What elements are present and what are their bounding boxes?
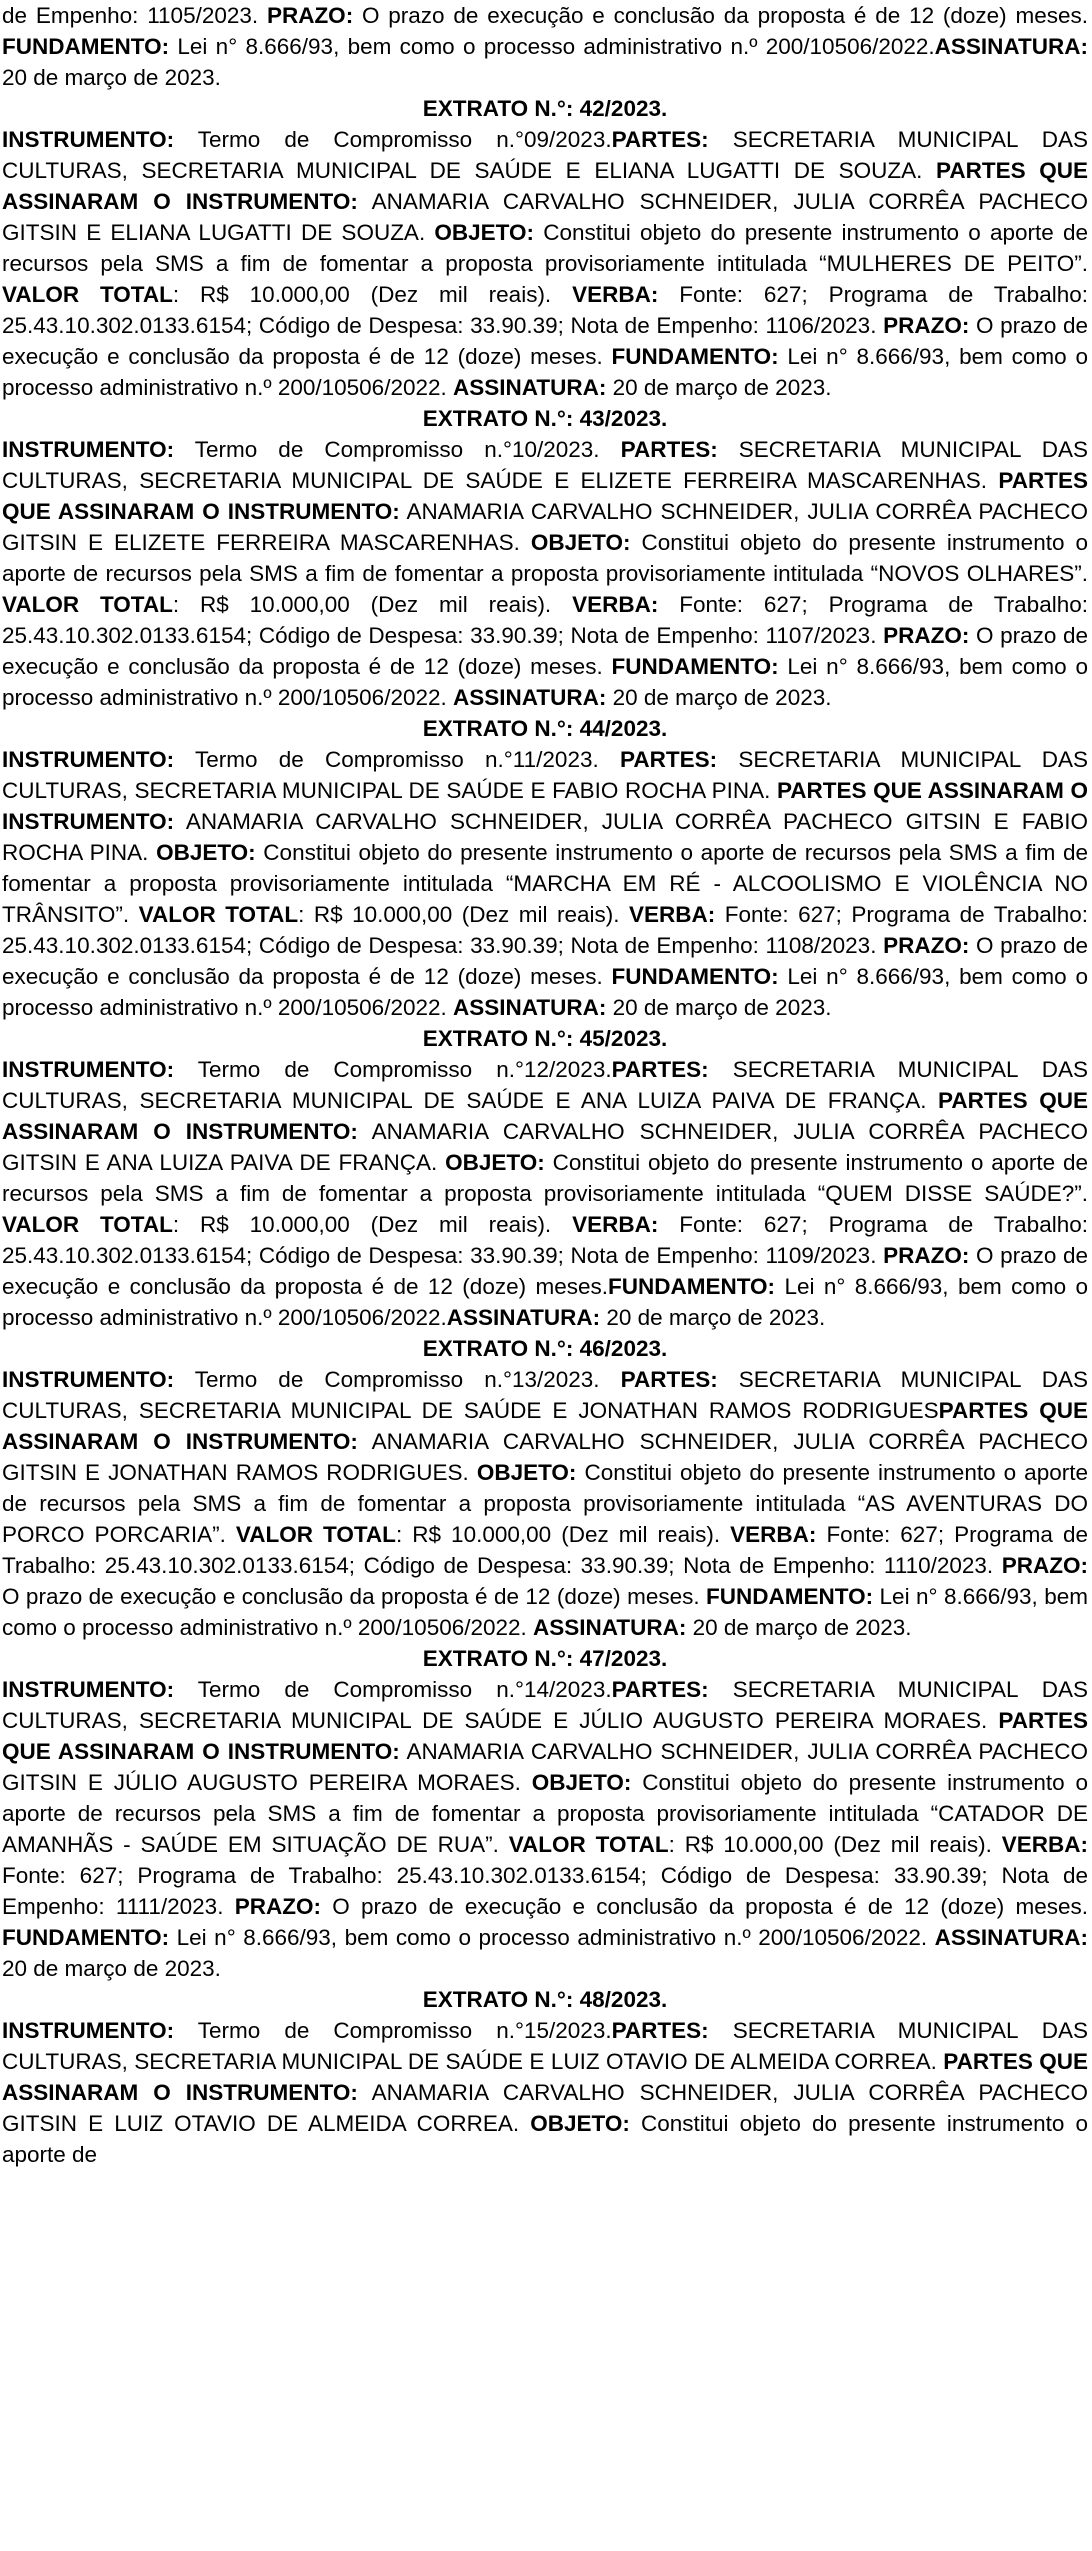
field-text: O prazo de execução e conclusão da proposta é de 12 (doze) meses. (2, 623, 1088, 679)
field-label: FUNDAMENTO: (611, 654, 779, 679)
extrato-body (2, 1054, 1088, 1333)
field-text: SECRETARIA MUNICIPAL DAS CULTURAS, SECRETARIA MUNICIPAL DE SAÚDE E FABIO ROCHA PINA. (2, 747, 1088, 803)
field-text: O prazo de execução e conclusão da proposta é de 12 (doze) meses. (320, 1894, 1088, 1919)
extrato-heading: EXTRATO N.°: 46/2023. (422, 1336, 668, 1361)
field-label: ASSINATURA: (533, 1615, 687, 1640)
field-text: SECRETARIA MUNICIPAL DAS CULTURAS, SECRETARIA MUNICIPAL DE SAÚDE E JÚLIO AUGUSTO PEREIRA MORAES. (2, 1677, 1089, 1733)
field-text: Constitui objeto do presente instrumento o aporte de (2, 2111, 1088, 2167)
field-text: 20 de março de 2023. (2, 1956, 221, 1981)
field-text: Lei n° 8.666/93, bem como o processo administrativo n.º 200/10506/2022. (2, 964, 1088, 1020)
field-text: O prazo de execução e conclusão da proposta é de 12 (doze) meses. (353, 3, 1088, 28)
field-label: PARTES: (619, 747, 718, 772)
field-text: O prazo de execução e conclusão da proposta é de 12 (doze) meses. (2, 1584, 707, 1609)
field-label: VALOR TOTAL (138, 902, 299, 927)
field-text: Lei n° 8.666/93, bem como o processo administrativo n.º 200/10506/2022. (2, 1584, 1088, 1640)
field-text: ANAMARIA CARVALHO SCHNEIDER, JULIA CORRÊA PACHECO GITSIN E ANA LUIZA PAIVA DE FRANÇA. (2, 1119, 1089, 1175)
extrato-43 (2, 403, 1088, 713)
field-label: PARTES: (611, 127, 709, 152)
field-label: VALOR TOTAL (508, 1832, 669, 1857)
field-text: O prazo de execução e conclusão da proposta é de 12 (doze) meses. (2, 933, 1088, 989)
extrato-body (2, 124, 1088, 403)
field-text: Termo de Compromisso n.°10/2023. (174, 437, 621, 462)
field-text: : R$ 10.000,00 (Dez mil reais). (395, 1522, 731, 1547)
field-label: FUNDAMENTO: (706, 1584, 874, 1609)
extrato-45 (2, 1023, 1088, 1333)
extrato-heading: EXTRATO N.°: 45/2023. (422, 1026, 668, 1051)
field-text: SECRETARIA MUNICIPAL DAS CULTURAS, SECRETARIA MUNICIPAL DE SAÚDE E LUIZ OTAVIO DE ALMEIDA CORREA. (2, 2018, 1089, 2074)
field-label: INSTRUMENTO: (2, 747, 175, 772)
field-text: SECRETARIA MUNICIPAL DAS CULTURAS, SECRETARIA MUNICIPAL DE SAÚDE E JONATHAN RAMOS RODRIGUES (2, 1367, 1088, 1423)
field-text: Lei n° 8.666/93, bem como o processo administrativo n.º 200/10506/2022. (169, 1925, 935, 1950)
field-text: Fonte: 627; Programa de Trabalho: 25.43.10.302.0133.6154; Código de Despesa: 33.90.39; Nota de Empenho: 1106/2023. (2, 282, 1088, 338)
field-text: Fonte: 627; Programa de Trabalho: 25.43.10.302.0133.6154; Código de Despesa: 33.90.39; Nota de Empenho: 1111/2023. (2, 1863, 1088, 1919)
field-label: INSTRUMENTO: (2, 2018, 175, 2043)
extrato-42 (2, 93, 1088, 403)
extrato-heading: EXTRATO N.°: 48/2023. (422, 1987, 668, 2012)
field-label: VERBA: (1001, 1832, 1089, 1857)
field-text: Termo de Compromisso n.°11/2023. (174, 747, 620, 772)
field-text: ANAMARIA CARVALHO SCHNEIDER, JULIA CORRÊA PACHECO GITSIN E ELIANA LUGATTI DE SOUZA. (2, 189, 1089, 245)
field-text: SECRETARIA MUNICIPAL DAS CULTURAS, SECRETARIA MUNICIPAL DE SAÚDE E ELIZETE FERREIRA MASCARENHAS. (2, 437, 1088, 493)
extrato-body (2, 434, 1088, 713)
field-label: VALOR TOTAL (2, 592, 173, 617)
field-label: VERBA: (572, 592, 659, 617)
extrato-47 (2, 1643, 1088, 1984)
field-text: Termo de Compromisso n.°13/2023. (174, 1367, 621, 1392)
field-text: ANAMARIA CARVALHO SCHNEIDER, JULIA CORRÊA PACHECO GITSIN E FABIO ROCHA PINA. (2, 809, 1088, 865)
extrato-body (2, 1364, 1088, 1643)
extrato-body (2, 744, 1088, 1023)
field-text: Lei n° 8.666/93, bem como o processo administrativo n.º 200/10506/2022. (2, 344, 1088, 400)
extrato-body (2, 1674, 1088, 1984)
field-label: PARTES QUE ASSINARAM O INSTRUMENTO: (2, 158, 1088, 214)
field-text: Constitui objeto do presente instrumento o aporte de recursos pela SMS a fim de fomentar a proposta provisoriamente intitulada “CATADOR DE AMANHÃS - SAÚDE EM SITUAÇÃO DE RUA”. (2, 1770, 1088, 1857)
field-text: O prazo de execução e conclusão da proposta é de 12 (doze) meses. (2, 1243, 1088, 1299)
field-text: Constitui objeto do presente instrumento o aporte de recursos pela SMS a fim de fomentar a proposta provisoriamente intitulada “MARCHA EM RÉ - ALCOOLISMO E VIOLÊNCIA NO TRÂNSITO”. (2, 840, 1088, 927)
field-text: SECRETARIA MUNICIPAL DAS CULTURAS, SECRETARIA MUNICIPAL DE SAÚDE E ELIANA LUGATTI DE SOUZA. (2, 127, 1089, 183)
field-label: PARTES QUE ASSINARAM O INSTRUMENTO: (2, 468, 1088, 524)
field-text: Termo de Compromisso n.°12/2023. (174, 1057, 612, 1082)
field-label: VERBA: (629, 902, 716, 927)
field-label: PRAZO: (883, 313, 970, 338)
field-label: PARTES: (611, 1057, 709, 1082)
field-text: 20 de março de 2023. (2, 65, 221, 90)
field-label: VALOR TOTAL (235, 1522, 396, 1547)
extrato-heading: EXTRATO N.°: 44/2023. (422, 716, 668, 741)
field-text: Lei n° 8.666/93, bem como o processo administrativo n.º 200/10506/2022. (169, 34, 935, 59)
field-text: : R$ 10.000,00 (Dez mil reais). (668, 1832, 1002, 1857)
field-label: ASSINATURA: (934, 34, 1088, 59)
field-text: ANAMARIA CARVALHO SCHNEIDER, JULIA CORRÊA PACHECO GITSIN E ELIZETE FERREIRA MASCARENHAS. (2, 499, 1088, 555)
field-label: PARTES: (611, 2018, 709, 2043)
field-text: Termo de Compromisso n.°09/2023. (174, 127, 612, 152)
field-label: PARTES QUE ASSINARAM O INSTRUMENTO: (2, 1088, 1088, 1144)
field-label: PARTES QUE ASSINARAM O INSTRUMENTO: (2, 1398, 1088, 1454)
field-text: Fonte: 627; Programa de Trabalho: 25.43.10.302.0133.6154; Código de Despesa: 33.90.39; Nota de Empenho: 1109/2023. (2, 1212, 1088, 1268)
field-label: OBJETO: (434, 220, 535, 245)
extrato-heading: EXTRATO N.°: 42/2023. (422, 96, 668, 121)
field-label: ASSINATURA: (453, 375, 607, 400)
field-label: ASSINATURA: (934, 1925, 1088, 1950)
field-label: VALOR TOTAL (2, 1212, 173, 1237)
field-text: Constitui objeto do presente instrumento o aporte de recursos pela SMS a fim de fomentar a proposta provisoriamente intitulada “NOVOS OLHARES”. (2, 530, 1088, 586)
extrato-44 (2, 713, 1088, 1023)
field-label: PARTES: (611, 1677, 709, 1702)
field-text: Lei n° 8.666/93, bem como o processo administrativo n.º 200/10506/2022. (2, 654, 1088, 710)
extrato-48 (2, 1984, 1088, 2170)
field-label: FUNDAMENTO: (2, 1925, 170, 1950)
field-label: PRAZO: (883, 623, 970, 648)
field-label: INSTRUMENTO: (2, 1367, 175, 1392)
field-text: Fonte: 627; Programa de Trabalho: 25.43.10.302.0133.6154; Código de Despesa: 33.90.39; Nota de Empenho: 1110/2023. (2, 1522, 1088, 1578)
field-label: PRAZO: (266, 3, 354, 28)
field-text: Constitui objeto do presente instrumento o aporte de recursos pela SMS a fim de fomentar a proposta provisoriamente intitulada “MULHERES DE PEITO”. (2, 220, 1088, 276)
field-text: Termo de Compromisso n.°14/2023. (174, 1677, 612, 1702)
field-text: : R$ 10.000,00 (Dez mil reais). (298, 902, 630, 927)
extrato-heading: EXTRATO N.°: 47/2023. (422, 1646, 668, 1671)
field-label: OBJETO: (531, 1770, 632, 1795)
field-label: OBJETO: (530, 2111, 630, 2136)
field-text: Termo de Compromisso n.°15/2023. (174, 2018, 612, 2043)
field-label: VERBA: (572, 1212, 659, 1237)
field-text: 20 de março de 2023. (600, 1305, 826, 1330)
field-label: PRAZO: (234, 1894, 321, 1919)
field-text: Lei n° 8.666/93, bem como o processo administrativo n.º 200/10506/2022. (2, 1274, 1088, 1330)
extrato-heading: EXTRATO N.°: 43/2023. (422, 406, 668, 431)
field-label: PARTES: (620, 1367, 718, 1392)
field-text: ANAMARIA CARVALHO SCHNEIDER, JULIA CORRÊA PACHECO GITSIN E LUIZ OTAVIO DE ALMEIDA CORREA. (2, 2080, 1089, 2136)
extrato-body (2, 2015, 1088, 2170)
field-text: 20 de março de 2023. (606, 685, 832, 710)
field-text: ANAMARIA CARVALHO SCHNEIDER, JULIA CORRÊA PACHECO GITSIN E JÚLIO AUGUSTO PEREIRA MORAES. (2, 1739, 1088, 1795)
field-text: de Empenho: 1105/2023. (2, 3, 267, 28)
field-label: ASSINATURA: (446, 1305, 601, 1330)
field-label: FUNDAMENTO: (611, 344, 779, 369)
field-label: FUNDAMENTO: (607, 1274, 776, 1299)
field-label: VERBA: (730, 1522, 817, 1547)
field-label: OBJETO: (476, 1460, 577, 1485)
field-label: ASSINATURA: (453, 685, 607, 710)
field-label: PARTES QUE ASSINARAM O INSTRUMENTO: (2, 2049, 1088, 2105)
field-label: FUNDAMENTO: (2, 34, 170, 59)
field-text: Constitui objeto do presente instrumento o aporte de recursos pela SMS a fim de fomentar a proposta provisoriamente intitulada “AS AVENTURAS DO PORCO PORCARIA”. (2, 1460, 1088, 1547)
field-text: SECRETARIA MUNICIPAL DAS CULTURAS, SECRETARIA MUNICIPAL DE SAÚDE E ANA LUIZA PAIVA DE FRANÇA. (2, 1057, 1089, 1113)
field-text: : R$ 10.000,00 (Dez mil reais). (172, 1212, 573, 1237)
field-label: OBJETO: (156, 840, 256, 865)
field-text: 20 de março de 2023. (686, 1615, 912, 1640)
field-text: : R$ 10.000,00 (Dez mil reais). (172, 282, 573, 307)
field-label: FUNDAMENTO: (611, 964, 779, 989)
field-label: PRAZO: (1001, 1553, 1088, 1578)
field-text: ANAMARIA CARVALHO SCHNEIDER, JULIA CORRÊA PACHECO GITSIN E JONATHAN RAMOS RODRIGUES. (2, 1429, 1089, 1485)
field-label: INSTRUMENTO: (2, 437, 175, 462)
field-label: PRAZO: (883, 1243, 970, 1268)
field-label: ASSINATURA: (453, 995, 607, 1020)
field-label: INSTRUMENTO: (2, 1057, 175, 1082)
field-label: PARTES QUE ASSINARAM O INSTRUMENTO: (2, 1708, 1088, 1764)
field-label: PARTES QUE ASSINARAM O INSTRUMENTO: (2, 778, 1088, 834)
field-text: 20 de março de 2023. (606, 995, 832, 1020)
field-label: VERBA: (572, 282, 659, 307)
intro-paragraph (2, 0, 1088, 93)
field-label: VALOR TOTAL (2, 282, 173, 307)
field-text: : R$ 10.000,00 (Dez mil reais). (172, 592, 573, 617)
field-label: PARTES: (620, 437, 718, 462)
field-text: O prazo de execução e conclusão da proposta é de 12 (doze) meses. (2, 313, 1088, 369)
field-label: OBJETO: (445, 1150, 545, 1175)
field-label: OBJETO: (530, 530, 631, 555)
field-text: Fonte: 627; Programa de Trabalho: 25.43.10.302.0133.6154; Código de Despesa: 33.90.39; Nota de Empenho: 1108/2023. (2, 902, 1089, 958)
extrato-46 (2, 1333, 1088, 1643)
field-text: 20 de março de 2023. (606, 375, 832, 400)
field-text: Fonte: 627; Programa de Trabalho: 25.43.10.302.0133.6154; Código de Despesa: 33.90.39; Nota de Empenho: 1107/2023. (2, 592, 1088, 648)
field-label: INSTRUMENTO: (2, 127, 175, 152)
field-label: PRAZO: (883, 933, 970, 958)
field-label: INSTRUMENTO: (2, 1677, 175, 1702)
field-text: Constitui objeto do presente instrumento o aporte de recursos pela SMS a fim de fomentar a proposta provisoriamente intitulada “QUEM DISSE SAÚDE?”. (2, 1150, 1088, 1206)
